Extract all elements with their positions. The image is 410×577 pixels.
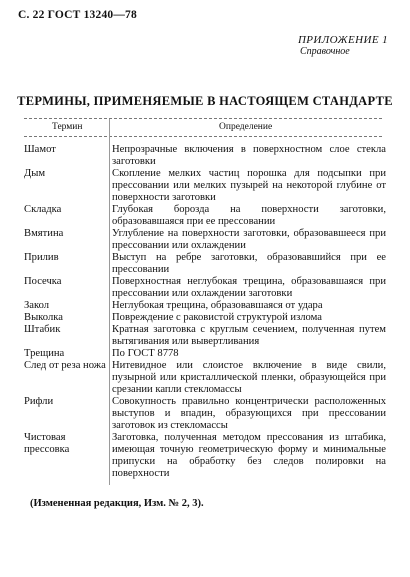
- definition-cell: Глубокая борозда на поверхности заготовки, образовавшаяся при ее прессовании: [112, 204, 386, 227]
- term-cell: Закол: [24, 300, 50, 311]
- table-row: [24, 252, 386, 276]
- table-row: [24, 396, 386, 432]
- table-row: [24, 204, 386, 228]
- table-row: [24, 360, 386, 396]
- definition-cell: Неглубокая трещина, образовавшаяся от удара: [112, 300, 323, 311]
- table-row: [24, 432, 386, 480]
- terms-table: [24, 144, 386, 480]
- term-cell: Трещина: [24, 348, 65, 359]
- definition-cell: Совокупность правильно концентрически расположенных выступов и впадин, образующихся при прессовании заготовок из стекломассы: [112, 396, 386, 431]
- table-top-rule: [24, 118, 382, 119]
- table-row: [24, 324, 386, 348]
- column-header-definition: Определение: [219, 122, 273, 132]
- definition-cell: По ГОСТ 8778: [112, 348, 179, 359]
- definition-cell: Выступ на ребре заготовки, образовавшийся при ее прессовании: [112, 252, 386, 275]
- term-cell: Дым: [24, 168, 46, 179]
- term-cell: Выколка: [24, 312, 63, 323]
- term-cell: Посечка: [24, 276, 62, 287]
- document-title: ТЕРМИНЫ, ПРИМЕНЯЕМЫЕ В НАСТОЯЩЕМ СТАНДАРТЕ: [17, 94, 393, 108]
- term-cell: Штабик: [24, 324, 61, 335]
- term-cell: Прилив: [24, 252, 59, 263]
- table-row: [24, 228, 386, 252]
- definition-cell: Заготовка, полученная методом прессования из штабика, имеющая точную геометрическую форму и минимальные припуски на обработку без следов полировки на поверхности: [112, 432, 386, 479]
- term-cell: Рифли: [24, 396, 54, 407]
- amendment-note: (Измененная редакция, Изм. № 2, 3).: [30, 498, 204, 509]
- term-cell: Шамот: [24, 144, 56, 155]
- definition-cell: Непрозрачные включения в поверхностном слое стекла заготовки: [112, 144, 386, 167]
- definition-cell: Поверхностная неглубокая трещина, образовавшаяся при прессовании или охлаждении заготовки: [112, 276, 386, 299]
- definition-cell: Скопление мелких частиц порошка для подсыпки при прессовании или мелких пузырей на некоторой глубине от поверхности заготовки: [112, 168, 386, 203]
- table-row: [24, 300, 386, 312]
- term-cell: След от реза ножа: [24, 360, 106, 371]
- appendix-title: ПРИЛОЖЕНИЕ 1: [297, 34, 388, 46]
- table-row: [24, 276, 386, 300]
- definition-cell: Нитевидное или слоистое включение в виде свили, пузырной или кристаллической пленки, образующейся при срезании капли стекломассы: [112, 360, 386, 395]
- column-header-term: Термин: [52, 122, 83, 132]
- definition-cell: Кратная заготовка с круглым сечением, полученная путем вытягивания или вывертливания: [112, 324, 386, 347]
- term-cell: Складка: [24, 204, 62, 215]
- definition-cell: Повреждение с раковистой структурой излома: [112, 312, 322, 323]
- term-cell: Чистовая прессовка: [24, 432, 70, 455]
- term-cell: Вмятина: [24, 228, 64, 239]
- definition-cell: Углубление на поверхности заготовки, образовавшееся при прессовании или охлаждении: [112, 228, 386, 251]
- table-header-rule: [24, 136, 382, 137]
- table-row: [24, 168, 386, 204]
- table-row: [24, 312, 386, 324]
- appendix-subtitle: Справочное: [299, 46, 350, 57]
- table-row: [24, 348, 386, 360]
- appendix-label: [298, 34, 388, 57]
- table-row: [24, 144, 386, 168]
- page-header: С. 22 ГОСТ 13240—78: [18, 9, 137, 21]
